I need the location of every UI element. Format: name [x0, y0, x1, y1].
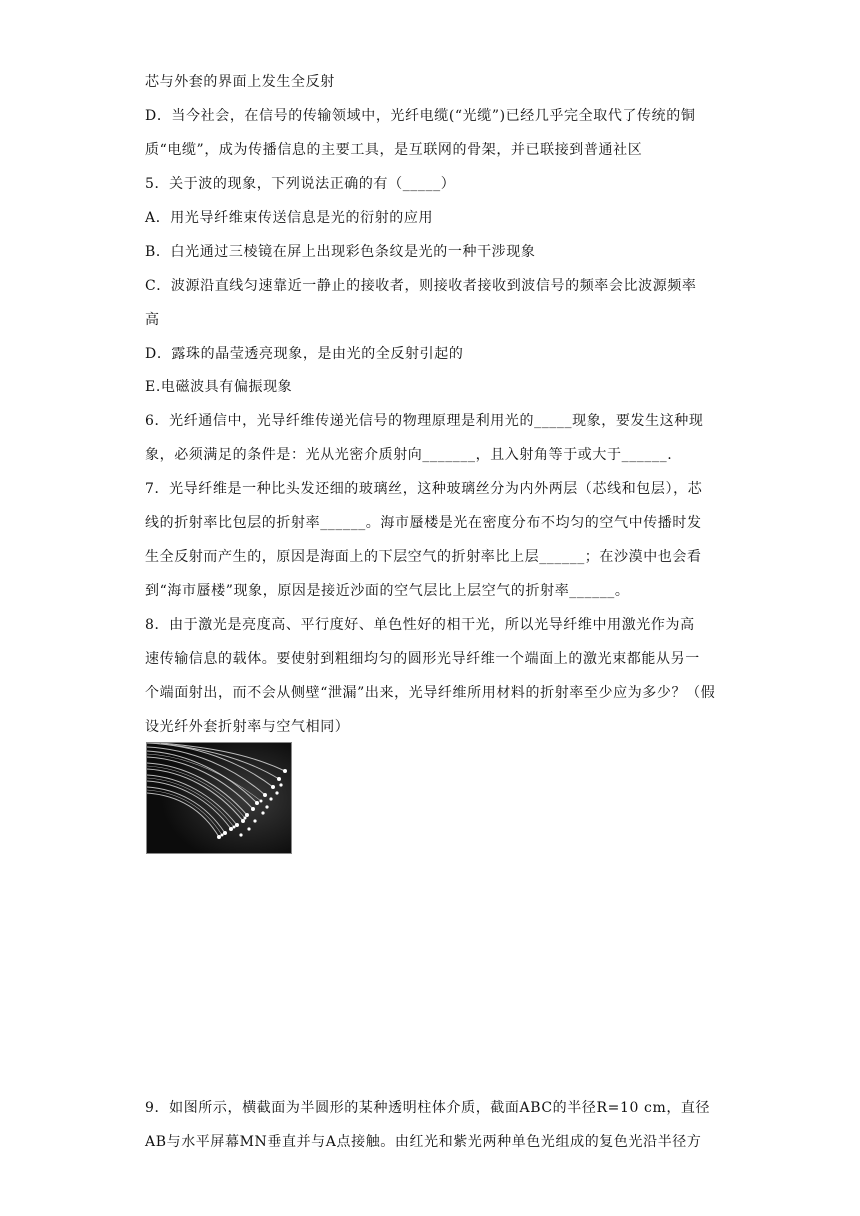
option-b: B．白光通过三棱镜在屏上出现彩色条纹是光的一种干涉现象: [145, 244, 536, 260]
text-line: 质“电缆”，成为传播信息的主要工具，是互联网的骨架，并已联接到普通社区: [145, 142, 643, 158]
text-line: 生全反射而产生的，原因是海面上的下层空气的折射率比上层______；在沙漠中也会看: [145, 549, 702, 565]
text-line: 到“海市蜃楼”现象，原因是接近沙面的空气层比上层空气的折射率______。: [145, 583, 630, 599]
question-5-stem: 5．关于波的现象，下列说法正确的有（_____）: [145, 176, 456, 192]
text-line: 线的折射率比包层的折射率______。海市蜃楼是光在密度分布不均匀的空气中传播时发: [145, 515, 702, 531]
question-8-stem: 8．由于激光是亮度高、平行度好、单色性好的相干光，所以光导纤维中用激光作为高: [145, 617, 695, 633]
text-line: 象，必须满足的条件是：光从光密介质射向_______，且入射角等于或大于______.: [145, 447, 673, 463]
optical-fiber-photo: [146, 742, 292, 854]
question-9-stem: 9．如图所示，横截面为半圆形的某种透明柱体介质，截面ABC的半径R=10 cm，直径: [145, 1100, 711, 1116]
option-e: E.电磁波具有偏振现象: [145, 379, 293, 395]
fiber-bundle-image: [147, 743, 291, 853]
option-c: C．波源沿直线匀速靠近一静止的接收者，则接收者接收到波信号的频率会比波源频率: [145, 278, 697, 294]
text-line: 个端面射出，而不会从侧壁“泄漏”出来，光导纤维所用材料的折射率至少应为多少？（假: [145, 685, 716, 701]
text-line: 芯与外套的界面上发生全反射: [145, 74, 335, 90]
text-line: D．当今社会，在信号的传输领域中，光纤电缆(“光缆”)已经几乎完全取代了传统的铜: [145, 108, 696, 124]
text-line: AB与水平屏幕MN垂直并与A点接触。由红光和紫光两种单色光组成的复色光沿半径方: [145, 1134, 702, 1150]
question-6-stem: 6．光纤通信中，光导纤维传递光信号的物理原理是利用光的_____现象，要发生这种现: [145, 413, 704, 429]
option-d: D．露珠的晶莹透亮现象，是由光的全反射引起的: [145, 346, 464, 362]
question-7-stem: 7．光导纤维是一种比头发还细的玻璃丝，这种玻璃丝分为内外两层（芯线和包层），芯: [145, 481, 703, 497]
text-line: 速传输信息的载体。要使射到粗细均匀的圆形光导纤维一个端面上的激光束都能从另一: [145, 651, 700, 667]
option-a: A．用光导纤维束传送信息是光的衍射的应用: [145, 210, 434, 226]
text-line: 高: [145, 312, 160, 328]
text-line: 设光纤外套折射率与空气相同）: [145, 719, 350, 735]
